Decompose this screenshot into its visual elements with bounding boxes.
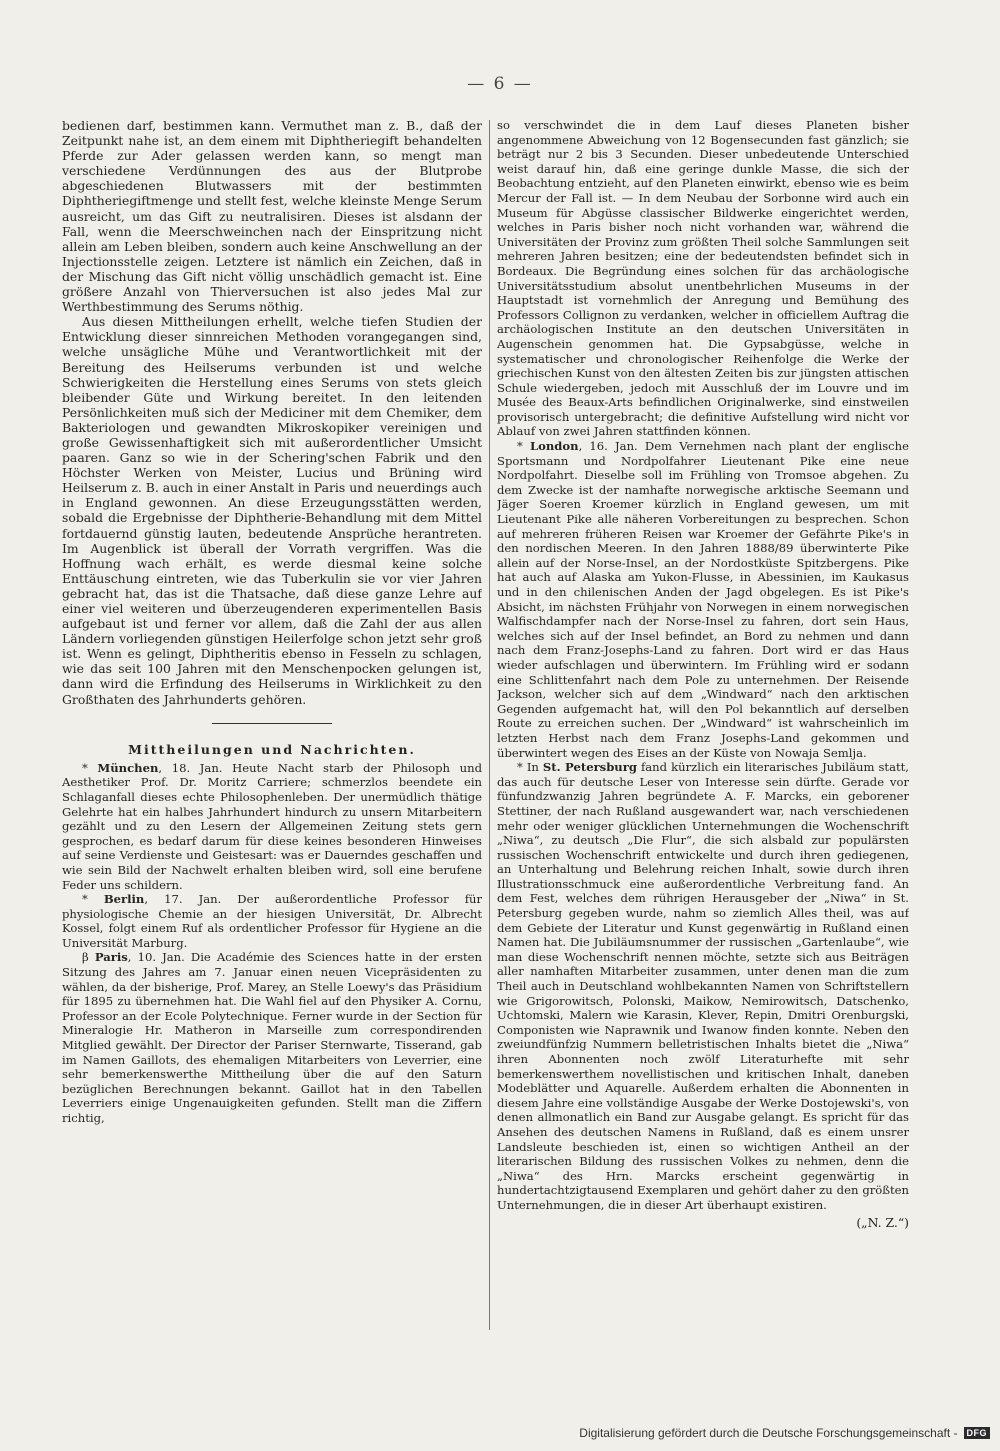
digitization-footer: [579, 1426, 990, 1440]
news-item-london: [497, 439, 909, 760]
left-column: [62, 118, 482, 1318]
source-attribution: („N. Z.“): [856, 1214, 909, 1230]
news-dateline: St. Petersburg: [542, 760, 637, 775]
news-continuation: so verschwindet die in dem Lauf dieses Planeten bisher angenommene Abweichung von 12 Bogensecunden fast gänzlich; sie beträgt nur 2 bis 3 Secunden. Dieser unbedeutende Unterschied weist darauf hin, daß eine geringe dunkle Masse, die sich der Beobachtung entzieht, auf den Planeten einwirkt, ebenso wie es beim Mercur der Fall ist. — In dem Neubau der Sorbonne wird auch ein Museum für Abgüsse classischer Bildwerke eingerichtet werden, welches in Paris bisher noch nicht vorhanden war, während die Universitäten der Provinz zum größten Theil solche Sammlungen seit mehreren Jahren besitzen; eine der bedeutendsten befindet sich in Bordeaux. Die Begründung eines solchen für das archäologische Universitätsstudium absolut unentbehrlichen Museums in der Hauptstadt ist vornehmlich der Anregung und Bemühung des Professors Collignon zu verdanken, welcher in officiellem Auftrag die archäologischen Institute an den deutschen Universitäten in Augenschein genommen hat. Die Gypsabgüsse, welche in systematischer und chronologischer Reihenfolge die Werke der griechischen Kunst von den ältesten Zeiten bis zur jüngsten attischen Schule wiedergeben, jedoch mit Ausschluß der im Louvre und im Musée des Beaux-Arts befindlichen Originalwerke, sind einstweilen provisorisch untergebracht; die definitive Aufstellung wird nicht vor Ablauf von zwei Jahren stattfinden können.: [497, 118, 909, 439]
news-marker: *: [82, 892, 104, 907]
news-text: , 17. Jan. Der außerordentliche Professor für physiologische Chemie an der hiesigen Universität, Dr. Albrecht Kossel, folgt einem Ruf als ordentlicher Professor für Hygiene an die Universität Marburg.: [62, 892, 482, 950]
news-marker: β: [82, 950, 95, 965]
page-number: — 6 —: [467, 74, 533, 94]
news-marker: *: [82, 760, 98, 775]
section-divider: [212, 723, 332, 724]
news-text: , 10. Jan. Die Académie des Sciences hatte in der ersten Sitzung des Jahres am 7. Januar einen neuen Vicepräsidenten zu wählen, da der bisherige, Prof. Marey, an Stelle Loewy's das Präsidium für 1895 zu übernehmen hat. Die Wahl fiel auf den Physiker A. Cornu, Professor an der Ecole Polytechnique. Ferner wurde in der Section für Mineralogie Hr. Matheron in Marseille zum correspondirenden Mitglied gewählt. Der Director der Pariser Sternwarte, Tisserand, gab im Namen Gaillots, des ehemaligen Mitarbeiters von Leverrier, eine sehr bemerkenswerthe Mittheilung über die auf den Saturn bezüglichen Berechnungen bekannt. Gaillot hat in den Tabellen Leverriers einige Ungenauigkeiten gefunden. Stellt man die Ziffern richtig,: [62, 950, 482, 1125]
news-item-berlin: [62, 892, 482, 950]
news-dateline: London: [529, 439, 579, 454]
section-title: Mittheilungen und Nachrichten.: [128, 741, 416, 757]
footer-text: Digitalisierung gefördert durch die Deutsche Forschungsgemeinschaft -: [579, 1426, 958, 1440]
news-item-paris: [62, 950, 482, 1125]
news-text: , 18. Jan. Heute Nacht starb der Philosoph und Aesthetiker Prof. Dr. Moritz Carriere; schmerzlos beendete ein Schlaganfall dieses echte Philosophenleben. Der unermüdlich thätige Gelehrte hat ein halbes Jahrhundert hindurch zu unsern Mitarbeitern gezählt und zu den Lesern der Allgemeinen Zeitung stets gern gesprochen, es bedarf darum für diese keines besonderen Hinweises auf seine Verdienste und Geistesart: was er Dauerndes geschaffen und wie sein Bild der Nachwelt erhalten bleiben wird, soll eine berufene Feder uns schildern.: [62, 760, 482, 892]
news-item-petersburg: [497, 760, 909, 1212]
news-dateline: München: [97, 760, 159, 775]
column-rule: [489, 120, 490, 1330]
dfg-logo: DFG: [964, 1427, 991, 1439]
news-text: fand kürzlich ein literarisches Jubiläum statt, das auch für deutsche Leser von Interesse sein dürfte. Gerade vor fünfundzwanzig Jahren begründete A. F. Marcks, ein geborener Stettiner, der nach Rußland ausgewandert war, nach verschiedenen mehr oder weniger glücklichen Unternehmungen die Wochenschrift „Niwa“, zu deutsch „Die Flur“, die sich alsbald zur populärsten russischen Wochenschrift entwickelte und durch ihren gediegenen, an Unterhaltung und Belehrung reichen Inhalt, sowie durch ihren Illustrationsschmuck eine außerordentliche Verbreitung fand. An dem Fest, welches dem rührigen Herausgeber der „Niwa“ in St. Petersburg gegeben wurde, nahm so ziemlich Alles theil, was auf dem Gebiete der Literatur und Kunst gegenwärtig in Rußland einen Namen hat. Die Jubiläumsnummer der russischen „Gartenlaube“, wie man diese Wochenschrift nennen möchte, setzte sich aus Beiträgen aller namhaften Mitarbeiter zusammen, unter denen man die zum Theil auch in Deutschland wohlbekannten Namen von Schriftstellern wie Grigorowitsch, Polonski, Maikow, Nemirowitsch, Datschenko, Uchtomski, Malern wie Karasin, Klever, Repin, Dmitri Orenburgski, Componisten wie Naprawnik und Iwanow finden konnte. Neben den zweiundfünfzig Nummern belletristischen Inhalts bietet die „Niwa“ ihren Abonnenten noch zwölf Literaturhefte mit sehr bemerkenswerthem novellistischen und kritischen Inhalt, daneben Modeblätter und Aquarelle. Außerdem erhalten die Abonnenten in diesem Jahre eine vollständige Ausgabe der Werke Dostojewski's, von denen allmonatlich ein Band zur Ausgabe gelangt. Es spricht für das Ansehen des deutschen Namens in Rußland, daß es einem unsrer Landsleute beschieden ist, einen so wichtigen Antheil an der literarischen Bildung des russischen Volkes zu nehmen, denn die „Niwa“ des Hrn. Marcks erscheint gegenwärtig in hundertachtzigtausend Exemplaren und gehört daher zu den größten Unternehmungen, die in dieser Art überhaupt existiren.: [497, 760, 909, 1212]
news-dateline: Paris: [94, 950, 128, 965]
news-marker: *: [517, 439, 530, 454]
article-paragraph: bedienen darf, bestimmen kann. Vermuthet man z. B., daß der Zeitpunkt nahe ist, an dem einem mit Diphtheriegift behandelten Pferde zur Ader gelassen werden kann, so mengt man verschiedene Verdünnungen des aus der Blutprobe abgeschiedenen Blutwassers mit der bestimmten Diphtheriegiftmenge und stellt fest, welche kleinste Menge Serum ausreicht, um das Gift zu neutralisiren. Dieses ist alsdann der Fall, wenn die Meerschweinchen nach der Einspritzung nicht allein am Leben bleiben, sondern auch keine Anschwellung an der Injectionsstelle zeigen. Letztere ist nämlich ein Zeichen, daß in der Mischung das Gift nicht völlig unschädlich gemacht ist. Eine größere Anzahl von Thierversuchen ist also jedes Mal zur Werthbestimmung des Serums nöthig.: [62, 118, 482, 315]
news-marker: * In: [517, 760, 543, 775]
news-text: , 16. Jan. Dem Vernehmen nach plant der englische Sportsmann und Nordpolfahrer Lieutenant Pike eine neue Nordpolfahrt. Dieselbe soll im Frühling von Tromsoe abgehen. Zu dem Zwecke ist der namhafte norwegische arktische Seemann und Jäger Soeren Kroemer kürzlich in England gewesen, um mit Lieutenant Pike alle näheren Vorbereitungen zu besprechen. Schon auf mehreren früheren Reisen war Kroemer der Gefährte Pike's in den nordischen Meeren. In den Jahren 1888/89 überwinterte Pike allein auf der Norse-Insel, an der Nordostküste Spitzbergens. Pike hat auch auf Alaska am Yukon-Flusse, in Abessinien, im Kaukasus und in den chilenischen Anden der Jagd obgelegen. Es ist Pike's Absicht, im nächsten Frühjahr von Norwegen in einem norwegischen Walfischdampfer nach der Norse-Insel zu fahren, dort sein Haus, welches sich auf der Insel befindet, an Bord zu nehmen und dann nach dem Franz-Josephs-Land zu fahren. Dort wird er das Haus wieder aufschlagen und überwintern. Im Frühling wird er sodann eine Schlittenfahrt nach dem Pole zu unternehmen. Der Reisende Jackson, welcher sich auf dem „Windward“ nach den arktischen Gegenden aufgemacht hat, will den Pol bekanntlich auf derselben Route zu erreichen suchen. Der „Windward“ ist wahrscheinlich im letzten Herbst nach dem Franz Josephs-Land gekommen und überwintert wegen des Eises an der Küste von Nowaja Semlja.: [497, 439, 909, 760]
news-dateline: Berlin: [103, 892, 145, 907]
article-paragraph: Aus diesen Mittheilungen erhellt, welche tiefen Studien der Entwicklung dieser sinnreichen Methoden vorangegangen sind, welche unsägliche Mühe und Verantwortlichkeit mit der Bereitung des Heilserums verbunden ist und welche Schwierigkeiten die Herstellung eines Serums von stets gleich bleibender Güte und Wirkung bereitet. In den leitenden Persönlichkeiten muß sich der Mediciner mit dem Chemiker, dem Bakteriologen und gewandten Mikroskopiker vereinigen und große Gewissenhaftigkeit sich mit außerordentlicher Umsicht paaren. Ganz so wie in der Schering'schen Fabrik und den Höchster Werken von Meister, Lucius und Brüning wird Heilserum z. B. auch in einer Anstalt in Paris und neuerdings auch in England gewonnen. An diese Erzeugungsstätten werden, sobald die Ergebnisse der Diphtherie-Behandlung mit dem Mittel fortdauernd günstig lauten, bedeutende Ansprüche herantreten. Im Augenblick ist überall der Vorrath vergriffen. Was die Hoffnung wach erhält, es werde diesmal keine solche Enttäuschung eintreten, wie das Tuberkulin sie vor vier Jahren gebracht hat, das ist die Thatsache, daß diese ganze Lehre auf einer viel weiteren und überzeugenderen experimentellen Basis aufgebaut ist und ferner vor allem, daß die Zahl der aus allen Ländern vorliegenden günstigen Heilerfolge schon jetzt sehr groß ist. Wenn es gelingt, Diphtheritis ebenso in Fesseln zu schlagen, wie das seit 100 Jahren mit den Menschenpocken gelungen ist, dann wird die Erfindung des Heilserums in Wirklichkeit zu den Großthaten des Jahrhunderts gehören.: [62, 314, 482, 707]
news-item-muenchen: [62, 761, 482, 892]
right-column: [497, 118, 909, 1358]
